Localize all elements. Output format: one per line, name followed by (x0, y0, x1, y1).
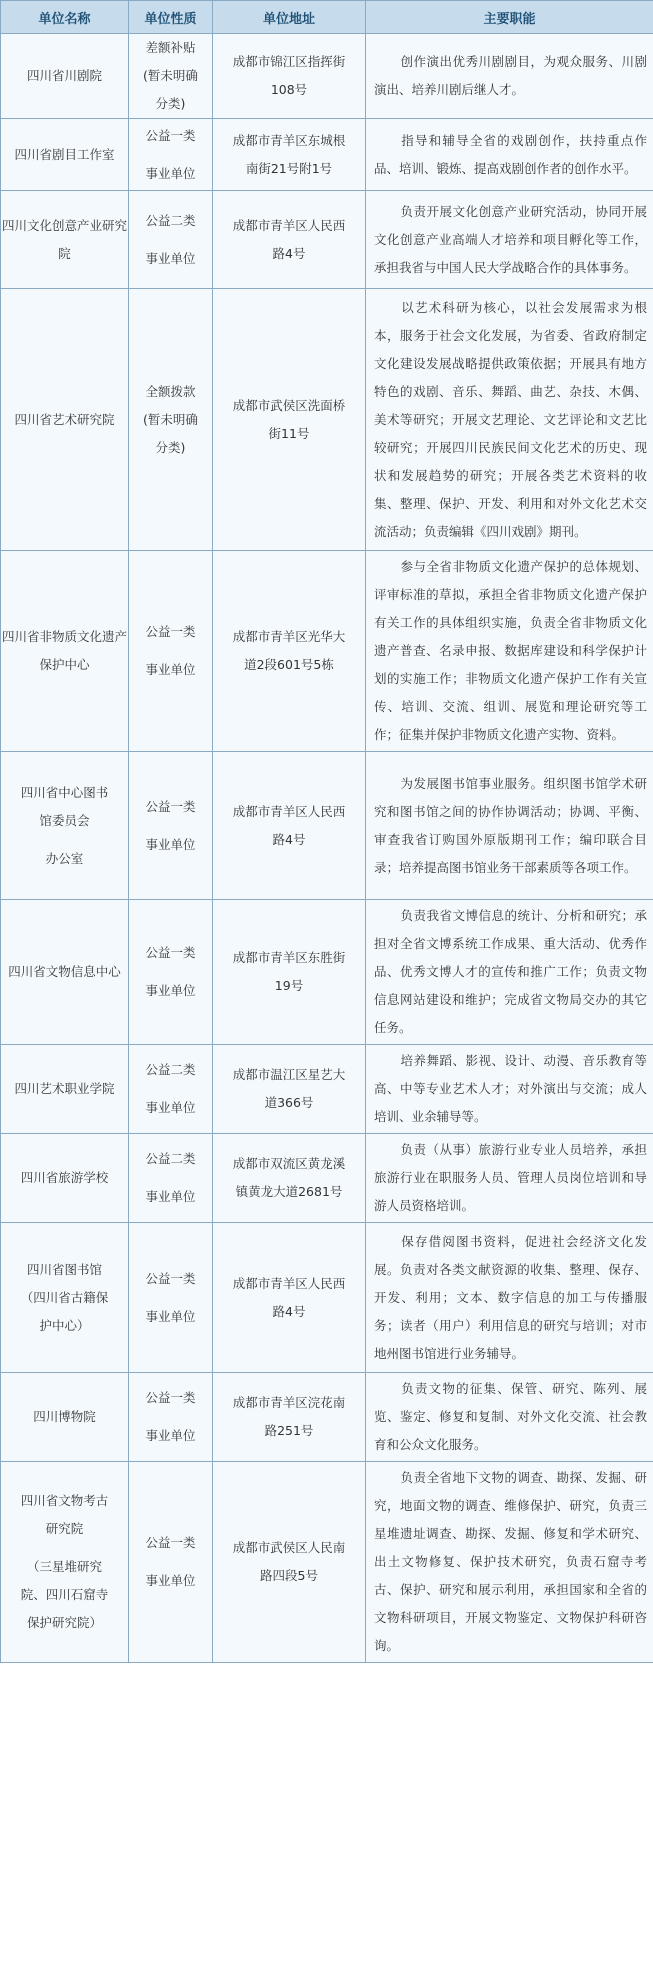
unit-nature-cell (129, 752, 213, 900)
unit-name-cell (1, 1373, 129, 1462)
main-duties-text: 负责文物的征集、保管、研究、陈列、展览、鉴定、修复和复制、对外文化交流、社会教育和公众文化服务。 (374, 1381, 647, 1452)
unit-nature-cell-line: 公益一类 (145, 624, 196, 639)
unit-name-cell-line: （四川省古籍保 (20, 1289, 109, 1305)
unit-name-cell (1, 752, 129, 900)
unit-address-cell-line: 道366号 (264, 1095, 314, 1110)
unit-address-cell (213, 1373, 366, 1462)
unit-name-cell-line: 四川省中心图书 (20, 784, 109, 800)
main-duties-text: 指导和辅导全省的戏剧创作，扶持重点作品、培训、锻炼、提高戏剧创作者的创作水平。 (374, 132, 647, 176)
main-duties-text: 负责（从事）旅游行业专业人员培养，承担旅游行业在职服务人员、管理人员岗位培训和导游人员资格培训。 (374, 1142, 647, 1213)
unit-nature-cell (129, 34, 213, 119)
unit-nature-cell-line: 公益二类 (145, 1151, 196, 1166)
main-duties-cell (366, 752, 653, 900)
unit-address-cell-line: 路4号 (272, 245, 306, 261)
header-unit-name: 单位名称 (1, 1, 129, 34)
unit-nature-cell-line: 公益一类 (145, 945, 196, 960)
unit-address-cell (213, 551, 366, 752)
main-duties-cell (366, 1045, 653, 1134)
main-duties-cell (366, 900, 653, 1045)
main-duties-cell (366, 1373, 653, 1462)
unit-address-cell-line: 南街21号附1号 (245, 160, 333, 176)
unit-nature-cell-line: 公益二类 (145, 212, 196, 228)
unit-nature-cell-line: 事业单位 (145, 250, 196, 266)
main-duties-text: 保存借阅图书资料，促进社会经济文化发展。负责对各类文献资源的收集、整理、保存、开发、利用；文本、数字信息的加工与传播服务；读者（用户）利用信息的研究与培训；对市地州图书馆进行业务辅导。 (374, 1233, 647, 1361)
header-unit-nature: 单位性质 (129, 1, 213, 34)
unit-address-cell-line: 成都市武侯区洗面桥 (232, 397, 346, 413)
table-row (1, 191, 653, 289)
unit-name-cell-text: 四川文化创意产业研究院 (1, 217, 127, 261)
unit-address-cell-line: 成都市青羊区人民西 (232, 217, 346, 233)
unit-address-cell-line: 成都市锦江区指挥街 (232, 54, 346, 69)
unit-name-cell-text: 四川省非物质文化遗产保护中心 (1, 629, 127, 672)
main-duties-cell (366, 1462, 653, 1663)
unit-address-cell-line: 路251号 (264, 1423, 314, 1438)
header-main-duties: 主要职能 (366, 1, 653, 34)
unit-nature-cell (129, 1223, 213, 1373)
unit-name-cell-line: 院、四川石窟寺 (20, 1587, 109, 1602)
main-duties-text: 以艺术科研为核心，以社会发展需求为根本，服务于社会文化发展，为省委、省政府制定文化建设发展战略提供政策依据；开展具有地方特色的戏剧、音乐、舞蹈、曲艺、杂技、木偶、美术等研究；开展文艺理论、文艺评论和文艺比较研究；开展四川民族民间文化艺术的历史、现状和发展趋势的研究；开展各类艺术资料的收集、整理、保护、开发、利用和对外文化艺术交流活动；负责编辑《四川戏剧》期刊。 (374, 299, 647, 539)
table-row (1, 289, 653, 551)
unit-nature-cell-line: (暂未明确 (143, 68, 198, 83)
unit-address-cell (213, 289, 366, 551)
unit-name-cell-line: 办公室 (45, 850, 84, 866)
unit-nature-cell-line: 事业单位 (145, 836, 196, 852)
table-row (1, 900, 653, 1045)
unit-nature-cell (129, 551, 213, 752)
unit-name-cell (1, 900, 129, 1045)
unit-name-cell-line: 护中心） (39, 1317, 90, 1333)
unit-name-cell (1, 1134, 129, 1223)
main-duties-cell (366, 1223, 653, 1373)
main-duties-cell (366, 1134, 653, 1223)
unit-address-cell-line: 成都市青羊区东城根 (232, 132, 346, 148)
unit-address-cell-line: 19号 (274, 978, 304, 993)
unit-address-cell (213, 119, 366, 191)
unit-address-cell-line: 成都市青羊区人民西 (232, 1275, 346, 1291)
unit-address-cell (213, 900, 366, 1045)
unit-name-cell-text: 四川省旅游学校 (20, 1170, 109, 1185)
unit-nature-cell-line: 事业单位 (145, 1189, 196, 1204)
unit-name-cell (1, 119, 129, 191)
unit-name-cell-line: （三星堆研究 (26, 1559, 102, 1574)
header-unit-address: 单位地址 (213, 1, 366, 34)
table-row (1, 1223, 653, 1373)
unit-address-cell-line: 成都市温江区星艺大 (232, 1067, 346, 1082)
table-row (1, 34, 653, 119)
main-duties-text: 参与全省非物质文化遗产保护的总体规划、评审标准的草拟，承担全省非物质文化遗产保护有关工作的具体组织实施，负责全省非物质文化遗产普查、名录申报、数据库建设和科学保护计划的实施工作；非物质文化遗产保护工作有关宣传、培训、交流、组训、展览和理论研究等工作；征集并保护非物质文化遗产实物、资料。 (374, 559, 647, 742)
unit-name-cell (1, 1045, 129, 1134)
unit-nature-cell (129, 1462, 213, 1663)
unit-nature-cell-line: 公益一类 (145, 1270, 196, 1286)
unit-name-cell (1, 1462, 129, 1663)
unit-nature-cell-line: 分类) (155, 439, 186, 455)
main-duties-text: 培养舞蹈、影视、设计、动漫、音乐教育等高、中等专业艺术人才；对外演出与交流；成人培训、业余辅导等。 (374, 1053, 647, 1124)
unit-address-cell (213, 1223, 366, 1373)
unit-address-cell (213, 1462, 366, 1663)
unit-nature-cell-line: 公益二类 (145, 1062, 196, 1077)
unit-nature-cell-line: 公益一类 (145, 1535, 196, 1550)
unit-address-cell (213, 1045, 366, 1134)
main-duties-cell (366, 191, 653, 289)
unit-nature-cell-line: 分类) (155, 96, 186, 111)
unit-nature-cell (129, 1373, 213, 1462)
unit-nature-cell-line: (暂未明确 (143, 411, 198, 427)
table-row (1, 551, 653, 752)
unit-nature-cell (129, 119, 213, 191)
unit-address-cell (213, 1134, 366, 1223)
unit-name-cell-text: 四川艺术职业学院 (14, 1081, 115, 1096)
unit-nature-cell (129, 900, 213, 1045)
table-row (1, 1045, 653, 1134)
unit-name-cell (1, 34, 129, 119)
unit-name-cell-line: 四川省图书馆 (26, 1261, 102, 1277)
table-row (1, 752, 653, 900)
unit-name-cell-text: 四川省剧目工作室 (14, 146, 115, 162)
unit-address-cell-line: 路四段5号 (260, 1568, 318, 1583)
unit-address-cell-line: 108号 (270, 82, 308, 97)
unit-nature-cell-line: 全额拨款 (145, 383, 196, 399)
unit-nature-cell-line: 公益一类 (145, 1390, 196, 1405)
main-duties-text: 负责我省文博信息的统计、分析和研究；承担对全省文博系统工作成果、重大活动、优秀作品、优秀文博人才的宣传和推广工作；负责文物信息网站建设和维护；完成省文物局交办的其它任务。 (374, 908, 647, 1035)
unit-address-cell-line: 成都市青羊区光华大 (232, 629, 346, 644)
unit-nature-cell (129, 289, 213, 551)
unit-nature-cell-line: 差额补贴 (145, 40, 196, 55)
unit-name-cell-text: 四川省文物信息中心 (8, 964, 121, 979)
unit-name-cell-line: 四川省文物考古 (20, 1493, 109, 1508)
main-duties-text: 负责全省地下文物的调查、勘探、发掘、研究，地面文物的调查、维修保护、研究，负责三星堆遗址调查、勘探、发掘、修复和学术研究、出土文物修复、保护技术研究，负责石窟寺考古、保护、研究和展示利用，承担国家和全省的文物科研项目，开展文物鉴定、文物保护科研咨询。 (374, 1470, 647, 1653)
unit-name-cell-text: 四川省艺术研究院 (14, 411, 115, 427)
main-duties-text: 创作演出优秀川剧剧目，为观众服务、川剧演出、培养川剧后继人才。 (374, 54, 647, 97)
table-header-row (1, 1, 653, 34)
table-row (1, 1462, 653, 1663)
main-duties-cell (366, 551, 653, 752)
main-duties-cell (366, 289, 653, 551)
unit-nature-cell-line: 事业单位 (145, 1428, 196, 1443)
unit-name-cell-line: 研究院 (45, 1521, 84, 1536)
unit-nature-cell-line: 事业单位 (145, 983, 196, 998)
unit-address-cell-line: 道2段601号5栋 (244, 657, 334, 672)
unit-nature-cell-line: 公益一类 (145, 798, 196, 814)
unit-nature-cell-line: 事业单位 (145, 1100, 196, 1115)
main-duties-text: 为发展图书馆事业服务。组织图书馆学术研究和图书馆之间的协作协调活动；协调、平衡、审查我省订购国外原版期刊工作；编印联合目录；培养提高图书馆业务干部素质等各项工作。 (374, 775, 647, 875)
unit-nature-cell-line: 公益一类 (145, 127, 196, 143)
unit-address-cell-line: 成都市武侯区人民南 (232, 1540, 346, 1555)
unit-address-cell-line: 成都市青羊区浣花南 (232, 1395, 346, 1410)
unit-address-cell-line: 路4号 (272, 831, 306, 847)
unit-name-cell-text: 四川博物院 (33, 1409, 96, 1424)
unit-name-cell-text: 四川省川剧院 (26, 68, 102, 83)
table-row (1, 119, 653, 191)
unit-address-cell-line: 成都市双流区黄龙溪 (232, 1156, 346, 1171)
unit-name-cell (1, 1223, 129, 1373)
unit-address-cell-line: 成都市青羊区东胜街 (232, 950, 346, 965)
unit-address-cell-line: 路4号 (272, 1303, 306, 1319)
unit-name-cell-line: 保护研究院） (26, 1615, 102, 1630)
unit-name-cell (1, 191, 129, 289)
table-row (1, 1134, 653, 1223)
unit-address-cell (213, 191, 366, 289)
unit-address-cell-line: 成都市青羊区人民西 (232, 803, 346, 819)
unit-nature-cell-line: 事业单位 (145, 662, 196, 677)
unit-nature-cell-line: 事业单位 (145, 1308, 196, 1324)
unit-nature-cell-line: 事业单位 (145, 1573, 196, 1588)
unit-address-cell-line: 街11号 (268, 425, 310, 441)
unit-nature-cell (129, 1045, 213, 1134)
table-row (1, 1373, 653, 1462)
main-duties-cell (366, 34, 653, 119)
unit-address-cell (213, 752, 366, 900)
unit-name-cell-line: 馆委员会 (39, 812, 90, 828)
unit-address-cell (213, 34, 366, 119)
unit-nature-cell-line: 事业单位 (145, 165, 196, 181)
unit-name-cell (1, 551, 129, 752)
main-duties-text: 负责开展文化创意产业研究活动，协同开展文化创意产业高端人才培养和项目孵化等工作，承担我省与中国人民大学战略合作的具体事务。 (374, 203, 647, 275)
main-duties-cell (366, 119, 653, 191)
unit-nature-cell (129, 191, 213, 289)
unit-name-cell (1, 289, 129, 551)
unit-nature-cell (129, 1134, 213, 1223)
unit-address-cell-line: 镇黄龙大道2681号 (235, 1184, 343, 1199)
